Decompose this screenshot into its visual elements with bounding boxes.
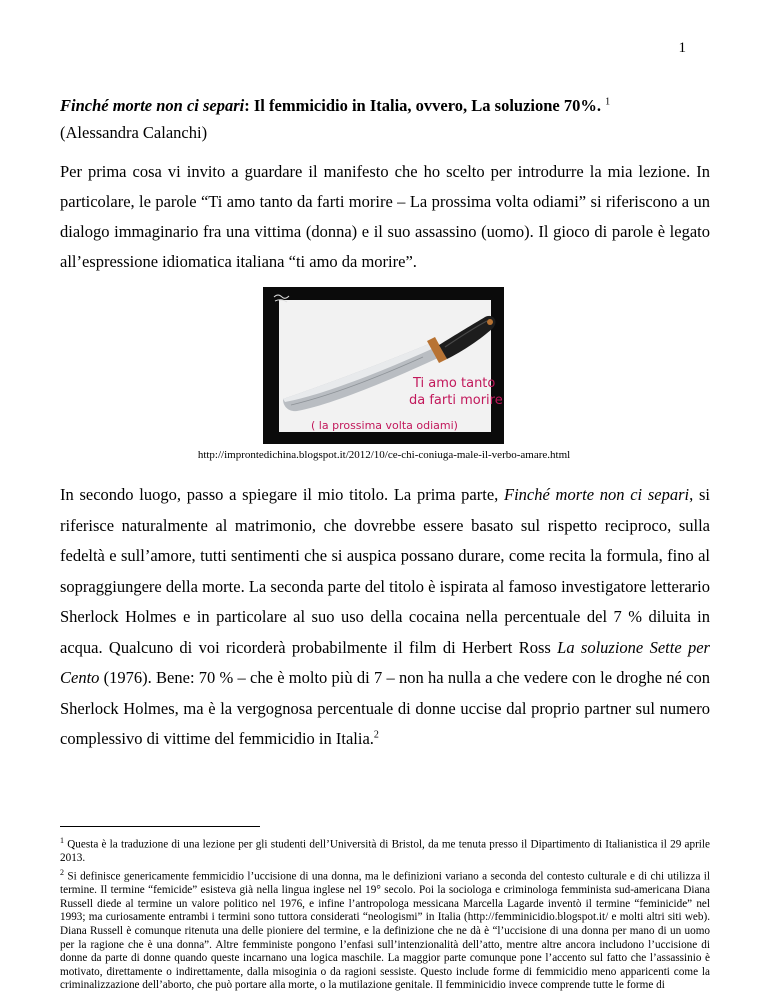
author: (Alessandra Calanchi)	[60, 123, 208, 142]
footnotes	[60, 834, 710, 993]
footnote-2-number: 2	[60, 867, 64, 877]
paragraph-2-italic-1: Finché morte non ci separi	[504, 485, 690, 504]
knife-poster-graphic	[263, 287, 504, 444]
paragraph-2-part-1: In secondo luogo, passo a spiegare il mio titolo. La prima parte,	[60, 485, 504, 504]
poster-text-line-3: ( la prossima volta odiami)	[311, 419, 458, 432]
footnote-1	[60, 834, 710, 866]
footnote-ref-1[interactable]: 1	[605, 96, 611, 108]
poster-text-line-1: Ti amo tanto	[413, 376, 496, 391]
paragraph-2-part-2: , si riferisce naturalmente al matrimonio, che dovrebbe essere basato sul rispetto reciproco, sulla fedeltà e sull’amore, tutti sentimenti che si auspica possano durare, come recita la formula, fino al sopraggiungere della morte. La seconda parte del titolo è ispirata al famoso investigatore letterario Sherlock Holmes e in particolare al suo uso della cocaina nella percentuale del 7 % diluita in acqua. Qualcuno di voi ricorderà probabilmente il film di Herbert Ross	[60, 485, 710, 657]
paragraph-1: Per prima cosa vi invito a guardare il manifesto che ho scelto per introdurre la mia lezione. In particolare, le parole “Ti amo tanto da farti morire – La prossima volta odiami” si riferiscono a un dialogo immaginario fra una vittima (donna) e il suo assassino (uomo). Il gioco di parole è legato all’espressione idiomatica italiana “ti amo da morire”.	[60, 162, 710, 271]
poster-image	[263, 287, 504, 444]
title-bold: : Il femmicidio in Italia, ovvero, La soluzione 70%.	[244, 96, 601, 115]
footnote-ref-2[interactable]: 2	[373, 729, 379, 741]
footnote-2	[60, 866, 710, 993]
title-italic: Finché morte non ci separi	[60, 96, 245, 115]
document-title	[60, 96, 610, 116]
footnote-divider	[60, 826, 260, 827]
footnote-2-text: Si definisce genericamente femmicidio l’uccisione di una donna, ma le definizioni variano a seconda del contesto culturale e di chi utilizza il termine. Il termine “femicide” esisteva già nella lingua inglese nel 19° secolo. Poi la sociologa e criminologa femminista sud-americana Diana Russell diede al termine un valore politico nel 1976, e infine l’antropologa messicana Marcella Lagarde inventò il termine “feminicide” nel 1993; ma curiosamente entrambi i termini sono tuttora considerati “neologismi” in Italia (http://femminicidio.blogspot.it/ e molti altri siti web). Diana Russell è comunque ritenuta una delle pioniere del termine, e la definizione che ne dà è “l’uccisione di una donna per mano di un uomo per la ragione che è una donna”. Altre femministe pongono l’enfasi sull’intenzionalità dell’atto, mentre altre ancora includono l’uccisione di donne da parte di donne quando queste incarnano una logica maschile. La maggior parte comunque pone l’accento sul fatto che l’assassinio è motivato, direttamente o indirettamente, dalla misoginia o da ragioni sessiste. Questo include forme di femmicidio meno apparicenti come la criminalizzazione dell’aborto, che può portare alla morte, o la mutilazione genitale. Il femminicidio invece comprende tutte le forme di	[60, 870, 710, 992]
footnote-1-number: 1	[60, 836, 64, 845]
poster-text-line-2: da farti morire	[409, 393, 503, 408]
footnote-1-text: Questa è la traduzione di una lezione per gli studenti dell’Università di Bristol, da me tenuta presso il Dipartimento di Italianistica il 29 aprile 2013.	[60, 838, 710, 865]
paragraph-2	[60, 480, 710, 755]
page-number: 1	[678, 40, 686, 56]
figure-caption-link[interactable]: http://improntedichina.blogspot.it/2012/10/ce-chi-coniuga-male-il-verbo-amare.html	[197, 449, 571, 461]
paragraph-2-part-3: (1976). Bene: 70 % – che è molto più di 7 – non ha nulla a che vedere con le droghe né con Sherlock Holmes, ma è la vergognosa percentuale di donne uccise dal proprio partner sul numero complessivo di vittime del femmicidio in Italia.	[60, 668, 710, 748]
paragraph-2-italic-2: La soluzione Sette per Cento	[60, 637, 710, 687]
